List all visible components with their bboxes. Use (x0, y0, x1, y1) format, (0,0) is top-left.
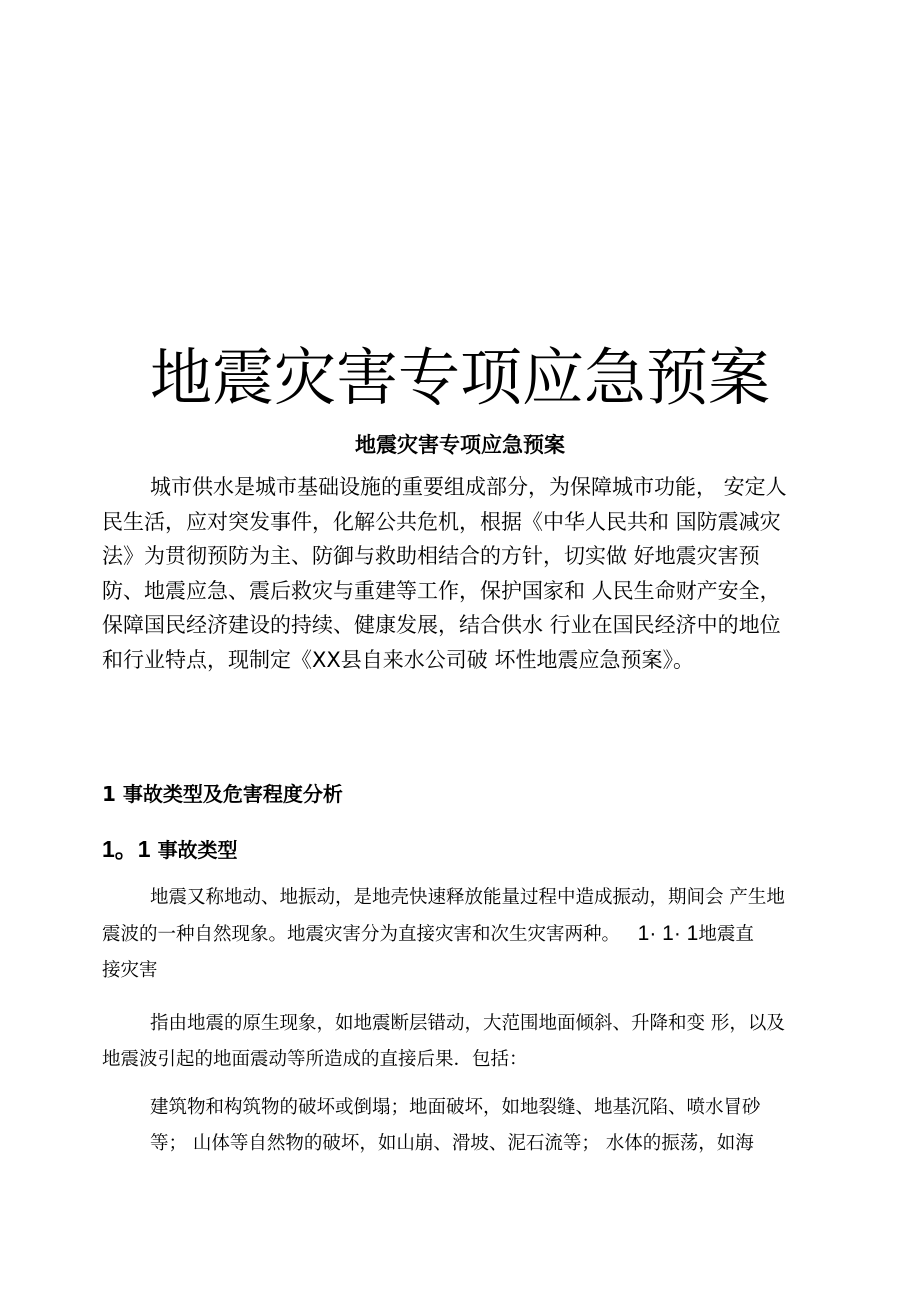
intro-line: 和行业特点，现制定《XX县自来水公司破 坏性地震应急预案》。 (102, 647, 694, 672)
paragraph-line (102, 916, 842, 953)
paragraph-line: 接灾害 (102, 960, 158, 981)
intro-paragraph (102, 470, 842, 677)
intro-line: 城市供水是城市基础设施的重要组成部分，为保障城市功能， 安定人 (150, 475, 787, 499)
paragraph-direct-disaster (102, 1006, 842, 1078)
paragraph-line: 指由地震的原生现象，如地震断层错动，大范围地面倾斜、升降和变 形，以及 (150, 1013, 785, 1034)
subsection-heading (102, 833, 842, 866)
paragraph-line: 建筑物和构筑物的破坏或倒塌；地面破坏，如地裂缝、地基沉陷、喷水冒砂 (150, 1097, 761, 1118)
paragraph-line: 地震波引起的地面震动等所造成的直接后果．包括： (102, 1049, 528, 1070)
intro-line: 法》为贯彻预防为主、防御与救助相结合的方针，切实做 好地震灾害预 (102, 544, 760, 568)
inline-section-label: 地震直 (698, 924, 754, 945)
sub-title: 地震灾害专项应急预案 (355, 433, 565, 457)
intro-line: 防、地震应急、震后救灾与重建等工作，保护国家和 人民生命财产安全， (102, 578, 781, 603)
paragraph-line: 地震又称地动、地振动，是地壳快速释放能量过程中造成振动，期间会 产生地 (150, 887, 785, 908)
paragraph-text: 震波的一种自然现象。地震灾害分为直接灾害和次生灾害两种。 (102, 924, 621, 945)
main-title: 地震灾害专项应急预案 (149, 341, 770, 414)
subsection-label: 事故类型 (157, 838, 238, 862)
inline-section-number: 1· 1· 1 (637, 922, 699, 945)
paragraph-earthquake-definition (102, 880, 842, 989)
intro-line: 保障国民经济建设的持续、健康发展，结合供水 行业在国民经济中的地位 (102, 613, 781, 637)
section-heading: 1 事故类型及危害程度分析 (102, 782, 343, 806)
intro-line: 民生活，应对突发事件，化解公共危机，根据《中华人民共和 国防震减灾 (102, 509, 781, 534)
paragraph-line: 等； 山体等自然物的破坏，如山崩、滑坡、泥石流等； 水体的振荡，如海 (150, 1133, 754, 1154)
paragraph-damage-list (150, 1090, 842, 1162)
subsection-number: 1。1 (102, 836, 151, 862)
